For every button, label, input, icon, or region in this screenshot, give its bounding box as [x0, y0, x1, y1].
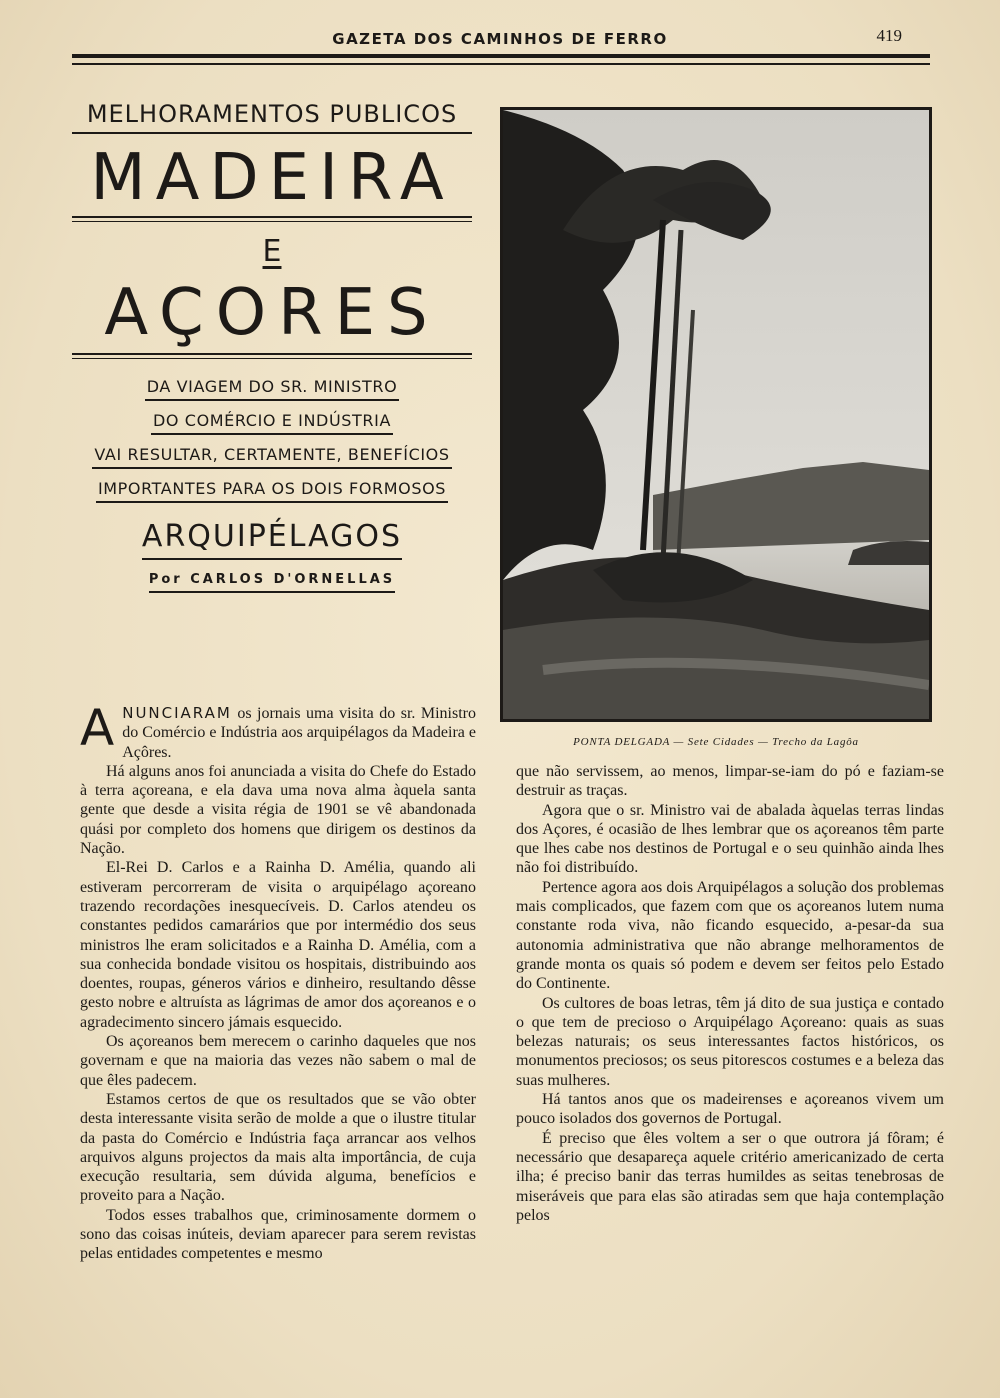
subtitle-line: VAI RESULTAR, CERTAMENTE, BENEFÍCIOS: [92, 445, 451, 469]
article-column-right: [516, 762, 944, 1225]
title-rule: [72, 358, 472, 359]
headline-conjunction: E: [262, 234, 282, 269]
body-paragraph: Agora que o sr. Ministro vai de abalada àquelas terras lindas dos Açores, é ocasião de lhes lembrar que os açoreanos têm parte que lhes cabe nos destinos de Portugal e o seu quinhão ainda lhes não foi distribuído.: [516, 801, 944, 877]
lead-paragraph: [80, 699, 476, 762]
drop-cap: A: [80, 699, 115, 757]
byline: Por CARLOS D'ORNELLAS: [72, 572, 472, 587]
continuation-paragraph: que não servissem, ao menos, limpar-se-iam do pó e faziam-se destruir as traças.: [516, 763, 944, 800]
section-kicker: MELHORAMENTOS PUBLICOS: [72, 100, 472, 134]
body-paragraph: Os açoreanos bem merecem o carinho daqueles que nos governam e que na maioria das vezes não sabem o mal de que êles padecem.: [80, 1033, 476, 1089]
subtitle-archipelagos: ARQUIPÉLAGOS: [72, 519, 472, 554]
body-paragraph: El-Rei D. Carlos e a Rainha D. Amélia, quando ali estiveram percorreram de visita o arquipélago açoreano trazendo recordações inesquecíveis. D. Carlos atendeu os constantes pedidos camarários que por intermédio dos seus ministros lhe eram solicitados e a Rainha D. Amélia, com a sua conhecida bondade visitou os hospitais, distribuindo aos doentes, roupas, géneros vários e dinheiro, resultando dêsse gesto nobre e altruísta as lágrimas de amor dos açoreanos e o agradecimento sincero jámais esquecido.: [80, 859, 476, 1031]
body-paragraph: É preciso que êles voltem a ser o que outrora já fôram; é necessário que desapareça aquele critério americanizado de certa ilha; é preciso banir das terras humildes as seitas tenebrosas de miseráveis que para elas são atiradas sem que haja contemplação pelos: [516, 1129, 944, 1224]
header-rule-thin: [72, 63, 930, 65]
body-paragraph: Estamos certos de que os resultados que se vão obter desta interessante visita serão de molde a que o ilustre titular da pasta do Comércio e Indústria faça arrancar aos velhos arquivos alguns projectos da mais alta importância, de cuja execução resultaria, sem dúvida alguma, benefícios e proveito para a Nação.: [80, 1090, 476, 1205]
running-header: [70, 26, 930, 52]
lead-text: os jornais uma visita do sr. Ministro do Comércio e Indústria aos arquipélagos da Madeira e Açôres.: [122, 705, 476, 761]
subtitle-line: IMPORTANTES PARA OS DOIS FORMOSOS: [96, 479, 448, 503]
body-paragraph: Pertence agora aos dois Arquipélagos a solução dos problemas mais complicados, que fazem com que os açoreanos lutem numa constante roda viva, não ficando esquecido, a-pesar-da sua autonomia administrativa que não abrange melhoramentos de grande monta os quais só podem e devem ser feitos pelo Estado do Continente.: [516, 878, 944, 993]
subtitle-line: DO COMÉRCIO E INDÚSTRIA: [151, 411, 393, 435]
landscape-photo: [500, 107, 932, 722]
body-paragraph: Há alguns anos foi anunciada a visita do Chefe do Estado à terra açoreana, e ela dava uma nova alma àquela santa gente que desde a visita régia de 1901 se vê abandonada quási por completo dos homens que dirigem os destinos da Nação.: [80, 762, 476, 858]
headline-acores: AÇORES: [72, 275, 472, 355]
body-paragraph: Há tantos anos que os madeirenses e açoreanos vivem um pouco isolados dos governos de Portugal.: [516, 1091, 944, 1128]
body-paragraph: Os cultores de boas letras, têm já dito de sua justiça e contado o que tem de precioso o Arquipélago Açoreano: quais as suas belezas naturais; os seus interessantes factos históricos, os monumentos preciosos; os seus pitorescos costumes e a beleza das suas mulheres.: [516, 994, 944, 1089]
title-rule: [72, 221, 472, 222]
lead-caps: NUNCIARAM: [122, 704, 232, 722]
title-block: [72, 100, 472, 587]
headline-madeira: MADEIRA: [72, 142, 472, 218]
subtitle: [72, 371, 472, 507]
journal-title: GAZETA DOS CAMINHOS DE FERRO: [332, 30, 668, 48]
header-rule-thick: [72, 54, 930, 58]
photo-caption: PONTA DELGADA — Sete Cidades — Trecho da Lagôa: [573, 736, 859, 748]
page-number: 419: [876, 26, 902, 45]
photo-illustration: [503, 110, 929, 719]
subtitle-line: DA VIAGEM DO SR. MINISTRO: [145, 377, 400, 401]
article-column-left: [80, 699, 476, 1264]
body-paragraph: Todos esses trabalhos que, criminosamente dormem o sono das coisas inúteis, deviam aparecer para serem revistas pelas entidades competentes e mesmo: [80, 1206, 476, 1263]
